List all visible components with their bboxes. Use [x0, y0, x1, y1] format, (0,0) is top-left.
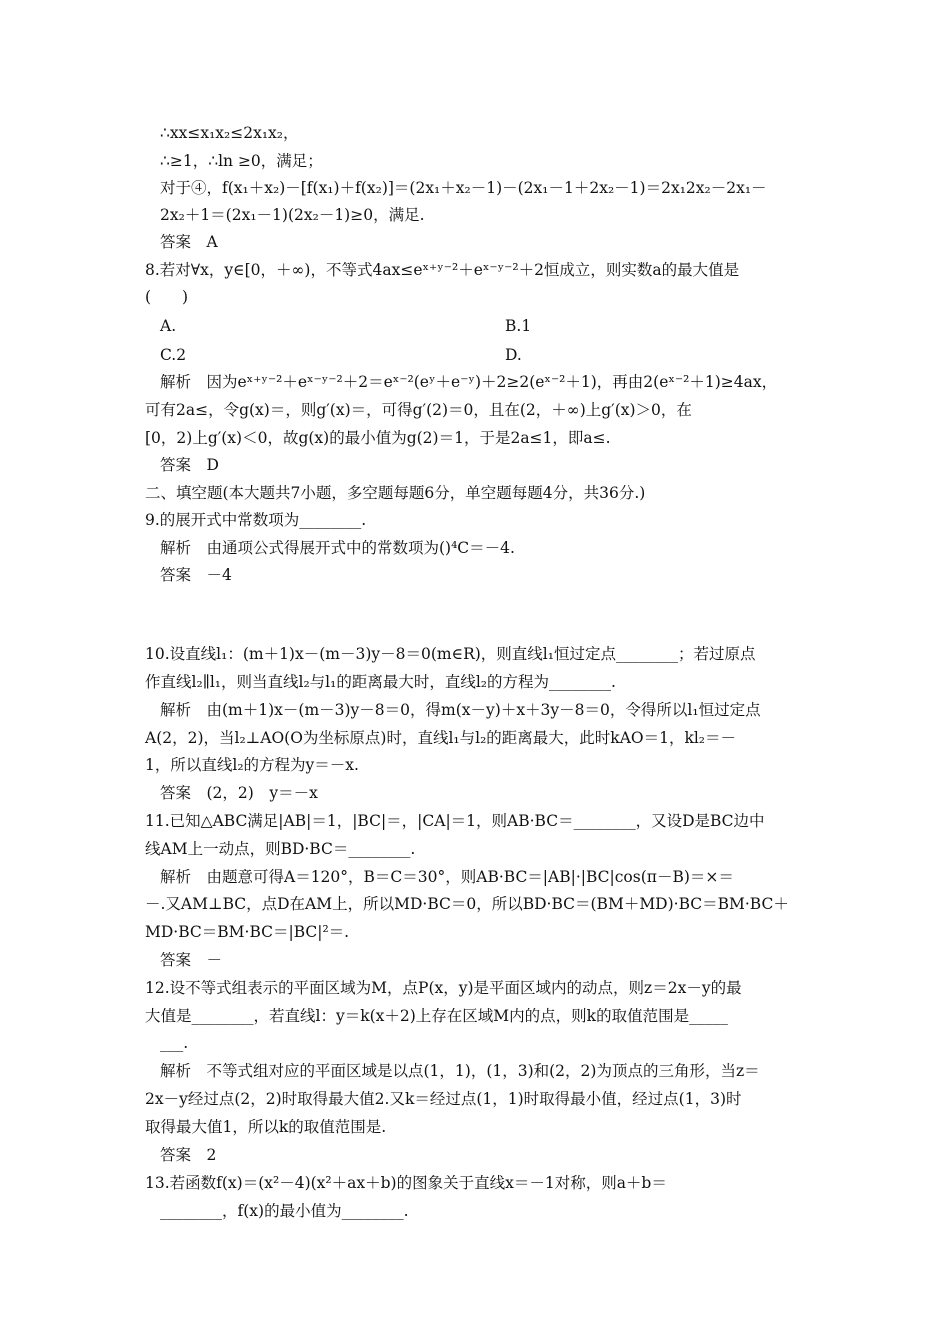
question-13: 13.若函数f(x)＝(x²－4)(x²＋ax＋b)的图象关于直线x＝－1对称，则a＋b＝ — [145, 1174, 667, 1192]
question-11: 11.已知△ABC满足|AB|＝1，|BC|＝，|CA|＝1，则AB·BC＝________，又设D是BC边中 — [145, 812, 765, 830]
answer-line: 答案 A — [160, 233, 218, 251]
text-line: 对于④，f(x₁＋x₂)－[f(x₁)＋f(x₂)]＝(2x₁＋x₂－1)－(2x₁－1＋2x₂－1)＝2x₁2x₂－2x₁－ — [160, 179, 767, 197]
section-heading: 二、填空题(本大题共7小题，多空题每题6分，单空题每题4分，共36分.) — [145, 484, 646, 502]
text-line: 1，所以直线l₂的方程为y＝－x. — [145, 756, 359, 774]
option-a: A. — [160, 317, 177, 335]
text-line: 大值是________，若直线l：y＝k(x＋2)上存在区域M内的点，则k的取值范围是_____ — [145, 1007, 728, 1025]
text-line: 解析 因为eˣ⁺ʸ⁻²＋eˣ⁻ʸ⁻²＋2＝eˣ⁻²(eʸ＋e⁻ʸ)＋2≥2(eˣ⁻²＋1)，再由2(eˣ⁻²＋1)≥4ax， — [160, 373, 778, 391]
text-line: ( ) — [145, 288, 189, 306]
option-d: D. — [505, 346, 522, 364]
text-line: 解析 由(m＋1)x－(m－3)y－8＝0，得m(x－y)＋x＋3y－8＝0，令得所以l₁恒过定点 — [160, 701, 761, 719]
text-line: ___. — [160, 1034, 189, 1052]
text-line: MD·BC＝BM·BC＝|BC|²＝. — [145, 923, 350, 941]
answer-line: 答案 －4 — [160, 566, 232, 584]
text-line: 2x－y经过点(2，2)时取得最大值2.又k＝经过点(1，1)时取得最小值，经过点(1，3)时 — [145, 1090, 742, 1108]
question-10: 10.设直线l₁：(m＋1)x－(m－3)y－8＝0(m∈R)，则直线l₁恒过定点________；若过原点 — [145, 645, 756, 663]
answer-line: 答案 － — [160, 951, 223, 969]
answer-line: 答案 (2，2) y＝－x — [160, 784, 318, 802]
text-line: ∴≥1，∴ln ≥0，满足； — [160, 152, 323, 170]
question-12: 12.设不等式组表示的平面区域为M，点P(x，y)是平面区域内的动点，则z＝2x－y的最 — [145, 979, 742, 997]
text-line: 2x₂＋1＝(2x₁－1)(2x₂－1)≥0，满足. — [160, 206, 425, 224]
text-line: 线AM上一动点，则BD·BC＝________. — [145, 840, 416, 858]
text-line: ________，f(x)的最小值为________. — [160, 1202, 409, 1220]
answer-line: 答案 D — [160, 456, 219, 474]
text-line: 解析 不等式组对应的平面区域是以点(1，1)，(1，3)和(2，2)为顶点的三角形，当z＝ — [160, 1062, 760, 1080]
text-line: 作直线l₂∥l₁，则当直线l₂与l₁的距离最大时，直线l₂的方程为________. — [145, 673, 616, 691]
text-line: 解析 由通项公式得展开式中的常数项为()⁴C＝－4. — [160, 539, 515, 557]
text-line: [0，2)上g′(x)＜0，故g(x)的最小值为g(2)＝1，于是2a≤1，即a≤. — [145, 429, 611, 447]
text-line: －.又AM⊥BC，点D在AM上，所以MD·BC＝0，所以BD·BC＝(BM＋MD)·BC＝BM·BC＋ — [145, 895, 789, 913]
text-line: ∴xx≤x₁x₂≤2x₁x₂， — [160, 124, 299, 142]
option-b: B.1 — [505, 317, 532, 335]
text-line: A(2，2)，当l₂⊥AO(O为坐标原点)时，直线l₁与l₂的距离最大，此时kAO＝1，kl₂＝－ — [145, 729, 737, 747]
answer-line: 答案 2 — [160, 1146, 217, 1164]
question-8: 8.若对∀x，y∈[0，＋∞)，不等式4ax≤eˣ⁺ʸ⁻²＋eˣ⁻ʸ⁻²＋2恒成立，则实数a的最大值是 — [145, 261, 740, 279]
option-c: C.2 — [160, 346, 187, 364]
text-line: 可有2a≤，令g(x)＝，则g′(x)＝，可得g′(2)＝0，且在(2，＋∞)上g′(x)＞0，在 — [145, 401, 692, 419]
text-line: 解析 由题意可得A＝120°，B＝C＝30°，则AB·BC＝|AB|·|BC|cos(π－B)＝×＝ — [160, 868, 734, 886]
question-9: 9.的展开式中常数项为________. — [145, 511, 367, 529]
text-line: 取得最大值1，所以k的取值范围是. — [145, 1118, 387, 1136]
